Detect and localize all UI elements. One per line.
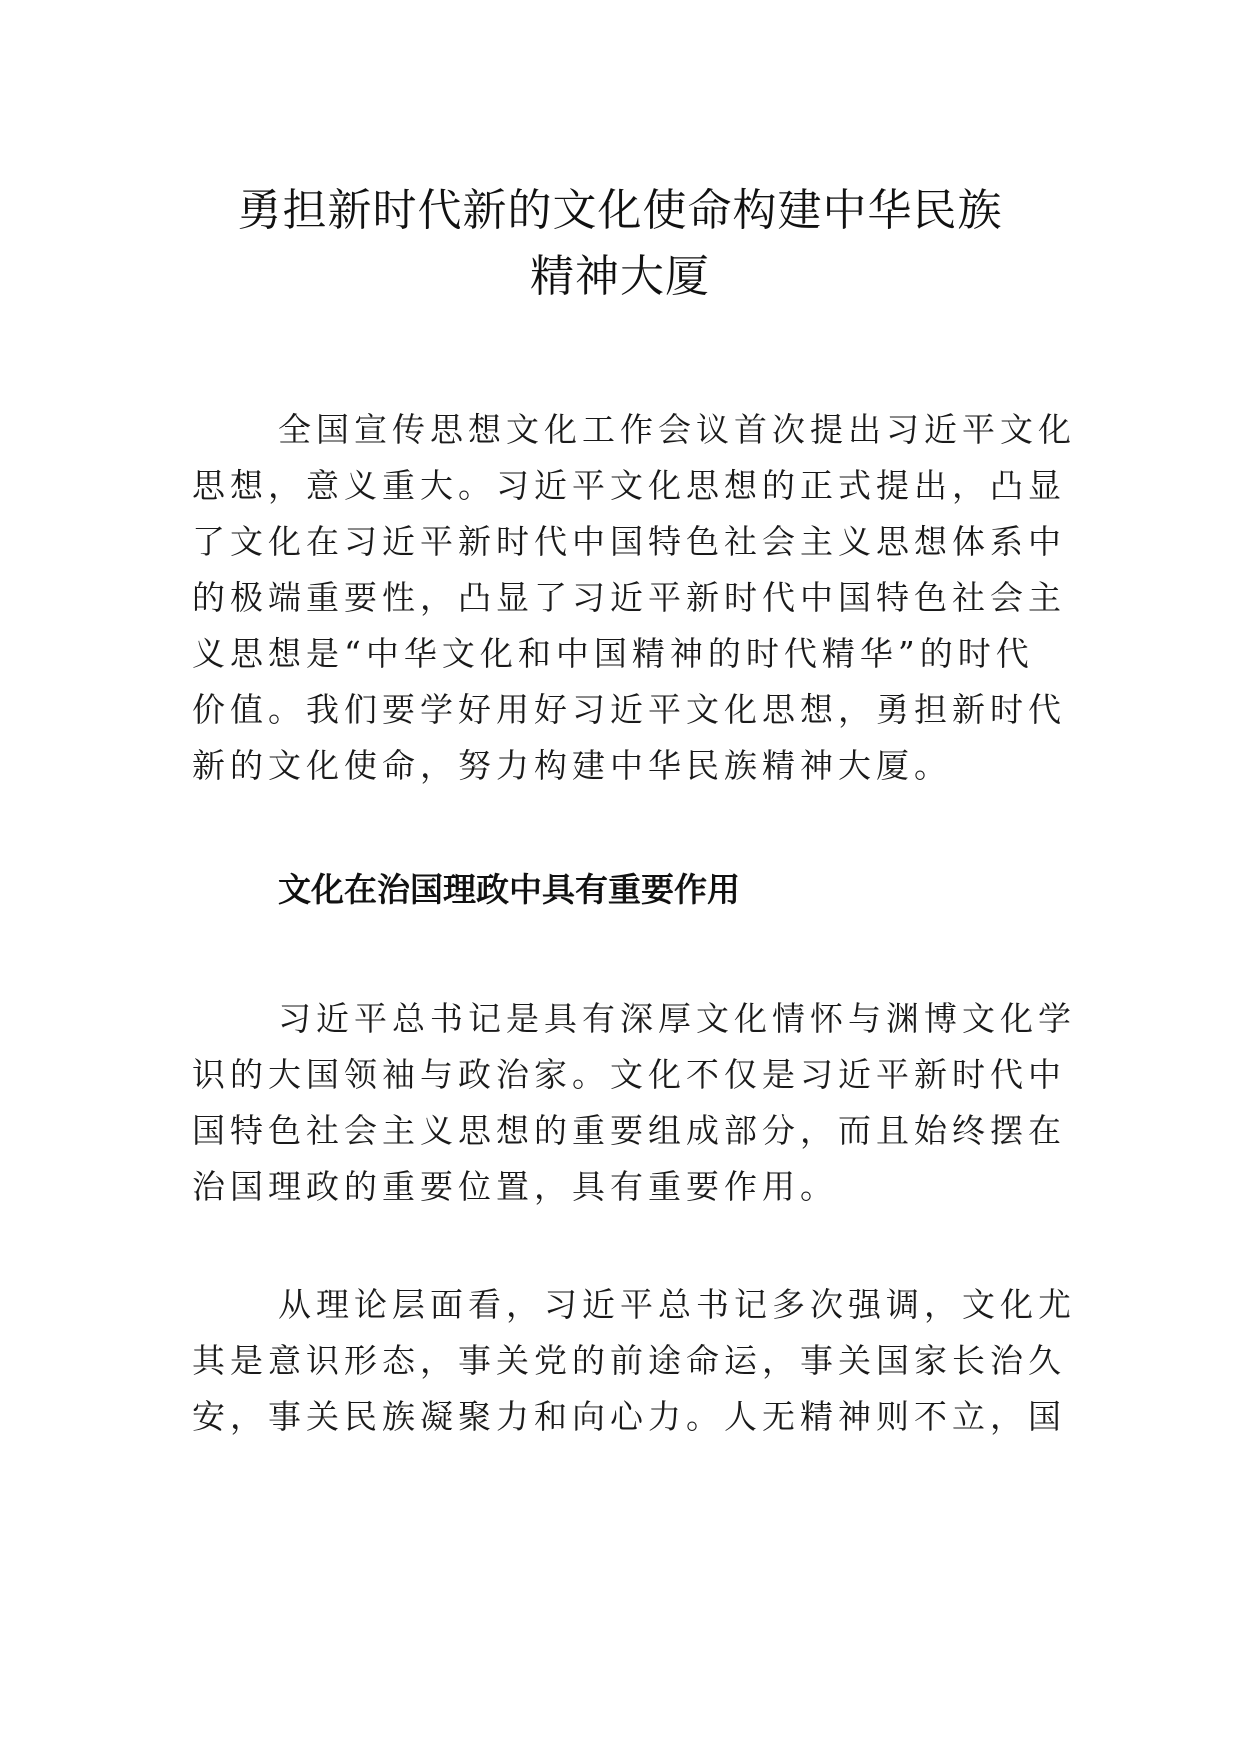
paragraph-leader <box>192 991 1076 1215</box>
paragraph-line: 其是意识形态，事关党的前途命运，事关国家长治久 <box>192 1341 1066 1380</box>
paragraph-line: 全国宣传思想文化工作会议首次提出习近平文化 <box>278 410 1076 449</box>
paragraph-line: 识的大国领袖与政治家。文化不仅是习近平新时代中 <box>192 1055 1066 1094</box>
paragraph-line: 价值。我们要学好用好习近平文化思想，勇担新时代 <box>192 690 1066 729</box>
paragraph-line: 了文化在习近平新时代中国特色社会主义思想体系中 <box>192 522 1066 561</box>
title-line: 勇担新时代新的文化使命构建中华民族 <box>237 185 1003 236</box>
paragraph-line: 治国理政的重要位置，具有重要作用。 <box>192 1167 838 1206</box>
paragraph-line: 思想，意义重大。习近平文化思想的正式提出，凸显 <box>192 466 1066 505</box>
paragraph-line: 习近平总书记是具有深厚文化情怀与渊博文化学 <box>278 999 1076 1038</box>
paragraph-theory <box>192 1277 1076 1445</box>
paragraph-line: 从理论层面看，习近平总书记多次强调，文化尤 <box>278 1285 1076 1324</box>
document-title <box>160 178 1080 310</box>
paragraph-line: 新的文化使命，努力构建中华民族精神大厦。 <box>192 746 952 785</box>
paragraph-line: 国特色社会主义思想的重要组成部分，而且始终摆在 <box>192 1111 1066 1150</box>
title-line: 精神大厦 <box>530 251 710 302</box>
paragraph-intro <box>192 402 1076 794</box>
paragraph-line: 义思想是“中华文化和中国精神的时代精华”的时代 <box>192 634 1034 673</box>
section-heading: 文化在治国理政中具有重要作用 <box>278 870 740 909</box>
paragraph-line: 的极端重要性，凸显了习近平新时代中国特色社会主 <box>192 578 1066 617</box>
paragraph-line: 安，事关民族凝聚力和向心力。人无精神则不立，国 <box>192 1397 1066 1436</box>
